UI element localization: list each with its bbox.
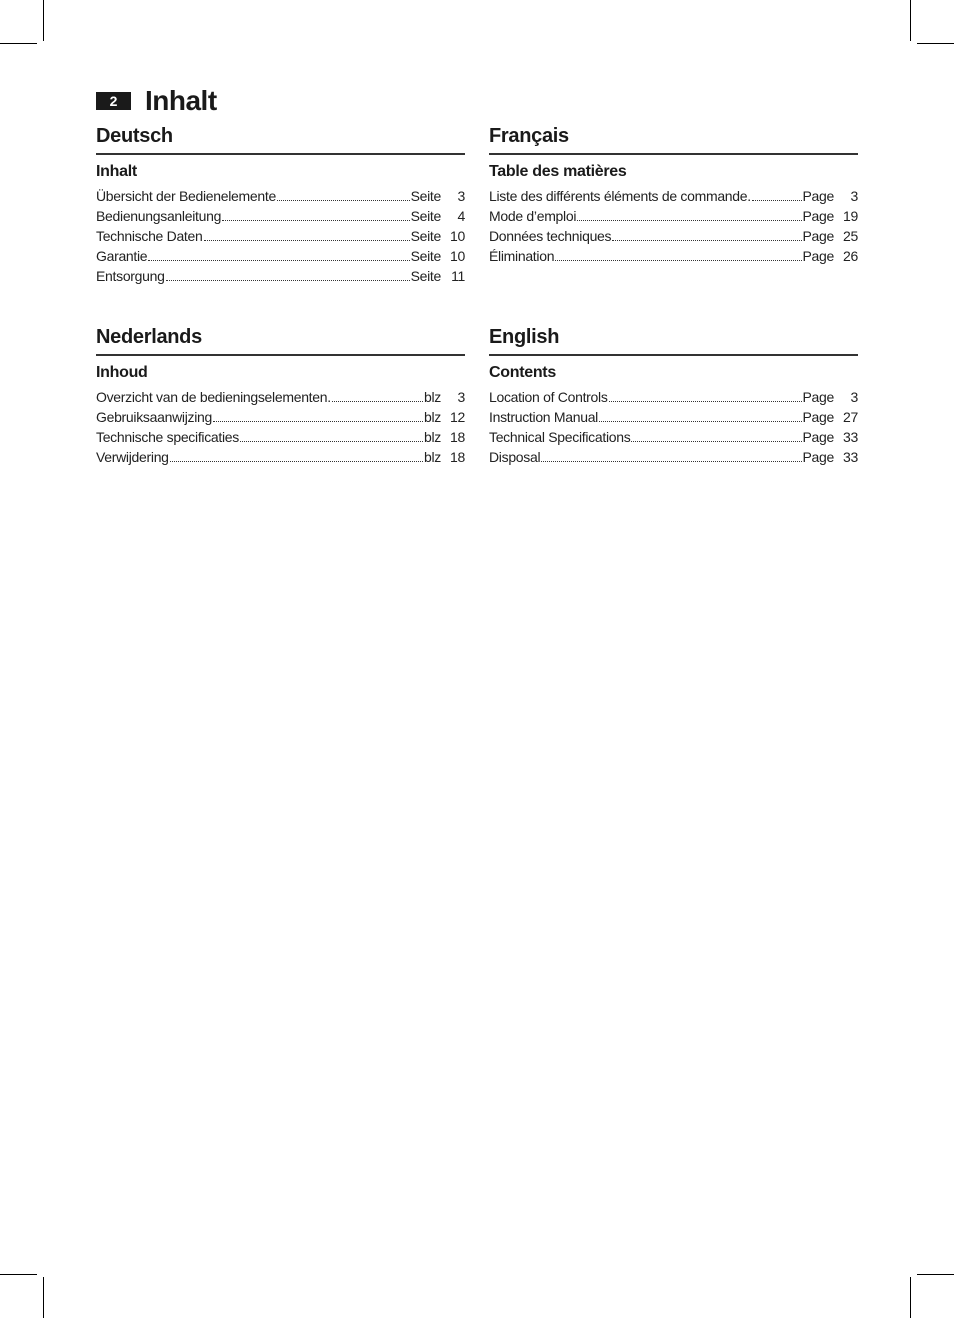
- section-language-title: Nederlands: [96, 325, 465, 356]
- toc-entry-unit: Seite: [410, 188, 441, 204]
- toc-entry-label: Élimination: [489, 248, 555, 264]
- toc-entry-page: 3: [850, 188, 858, 204]
- toc-entry-label: Technische specificaties: [96, 429, 239, 445]
- toc-entry[interactable]: [96, 447, 465, 467]
- toc-entry-page: 26: [843, 248, 858, 264]
- toc-entry-unit: blz: [424, 429, 441, 445]
- toc-entry-label: Données techniques: [489, 228, 612, 244]
- toc-entry[interactable]: [489, 246, 858, 266]
- section-subheading: Inhoud: [96, 364, 148, 381]
- dot-leader: [332, 401, 423, 402]
- toc-entry[interactable]: [489, 407, 858, 427]
- crop-mark-bottom-left-v: [43, 1277, 44, 1318]
- crop-mark-top-left-v: [43, 0, 44, 41]
- toc-entry-unit: Seite: [410, 248, 441, 264]
- toc-entry-page: 18: [450, 449, 465, 465]
- toc-entry-page: 25: [843, 228, 858, 244]
- toc-entry-page: 4: [457, 208, 465, 224]
- toc-entry-page: 12: [450, 409, 465, 425]
- toc-entry-unit: Page: [802, 389, 834, 405]
- dot-leader: [166, 280, 410, 281]
- toc-entry[interactable]: [96, 387, 465, 407]
- toc-entry-page: 33: [843, 429, 858, 445]
- toc-entry[interactable]: [96, 206, 465, 226]
- section-francais: [489, 124, 858, 266]
- toc-entry-page: 3: [850, 389, 858, 405]
- toc-entry-label: Bedienungsanleitung: [96, 208, 222, 224]
- toc-entry-unit: Page: [802, 228, 834, 244]
- section-language-title: Deutsch: [96, 124, 465, 155]
- dot-leader: [213, 421, 423, 422]
- page-title: Inhalt: [145, 85, 217, 116]
- toc-entry-label: Verwijdering: [96, 449, 169, 465]
- section-deutsch: [96, 124, 465, 286]
- toc-entry-label: Technical Specifications: [489, 429, 631, 445]
- toc-entry-unit: Page: [802, 429, 834, 445]
- toc-list: [96, 186, 465, 286]
- dot-leader: [148, 260, 409, 261]
- toc-entry[interactable]: [489, 387, 858, 407]
- toc-entry-label: Overzicht van de bedieningselementen.: [96, 389, 331, 405]
- toc-entry-page: 10: [450, 248, 465, 264]
- toc-entry-label: Mode d’emploi: [489, 208, 577, 224]
- dot-leader: [612, 240, 801, 241]
- toc-entry-unit: blz: [424, 449, 441, 465]
- toc-entry-unit: Page: [802, 188, 834, 204]
- dot-leader: [609, 401, 802, 402]
- toc-list: [489, 186, 858, 266]
- toc-entry-unit: blz: [424, 409, 441, 425]
- toc-entry-unit: Page: [802, 248, 834, 264]
- dot-leader: [204, 240, 410, 241]
- toc-entry-unit: Page: [802, 449, 834, 465]
- crop-mark-bottom-right-v: [910, 1277, 911, 1318]
- toc-entry[interactable]: [489, 206, 858, 226]
- toc-entry[interactable]: [489, 186, 858, 206]
- dot-leader: [277, 200, 410, 201]
- dot-leader: [222, 220, 409, 221]
- toc-entry[interactable]: [489, 427, 858, 447]
- toc-entry-unit: Page: [802, 208, 834, 224]
- toc-entry-label: Location of Controls: [489, 389, 608, 405]
- toc-entry-page: 19: [843, 208, 858, 224]
- toc-entry-label: Übersicht der Bedienelemente: [96, 188, 276, 204]
- toc-entry-label: Gebruiksaanwijzing: [96, 409, 212, 425]
- toc-entry-label: Liste des différents éléments de commande.: [489, 188, 751, 204]
- toc-entry-label: Entsorgung: [96, 268, 165, 284]
- toc-entry-label: Garantie: [96, 248, 148, 264]
- section-language-title: English: [489, 325, 858, 356]
- dot-leader: [631, 441, 801, 442]
- toc-entry-unit: Seite: [410, 268, 441, 284]
- toc-entry[interactable]: [96, 246, 465, 266]
- toc-entry-label: Technische Daten: [96, 228, 203, 244]
- toc-entry-page: 18: [450, 429, 465, 445]
- toc-entry[interactable]: [489, 226, 858, 246]
- dot-leader: [577, 220, 801, 221]
- crop-mark-bottom-left-h: [0, 1274, 37, 1275]
- section-subheading: Table des matières: [489, 163, 627, 180]
- section-english: [489, 325, 858, 467]
- toc-list: [489, 387, 858, 467]
- toc-entry-page: 3: [457, 389, 465, 405]
- dot-leader: [541, 461, 801, 462]
- dot-leader: [599, 421, 802, 422]
- dot-leader: [555, 260, 801, 261]
- crop-mark-top-right-h: [917, 43, 954, 44]
- dot-leader: [752, 200, 802, 201]
- toc-entry-page: 33: [843, 449, 858, 465]
- toc-entry[interactable]: [96, 186, 465, 206]
- toc-entry[interactable]: [489, 447, 858, 467]
- section-language-title: Français: [489, 124, 858, 155]
- toc-entry[interactable]: [96, 266, 465, 286]
- crop-mark-bottom-right-h: [917, 1274, 954, 1275]
- toc-entry-page: 11: [451, 268, 465, 284]
- toc-entry-label: Disposal: [489, 449, 541, 465]
- page-header: [96, 84, 217, 118]
- toc-entry[interactable]: [96, 226, 465, 246]
- toc-entry-unit: blz: [424, 389, 441, 405]
- section-subheading: Contents: [489, 364, 556, 381]
- toc-list: [96, 387, 465, 467]
- section-nederlands: [96, 325, 465, 467]
- toc-entry-page: 27: [843, 409, 858, 425]
- toc-entry-unit: Seite: [410, 208, 441, 224]
- dot-leader: [170, 461, 423, 462]
- toc-entry-page: 3: [457, 188, 465, 204]
- toc-entry-page: 10: [450, 228, 465, 244]
- page-number-badge: 2: [96, 92, 131, 110]
- toc-entry[interactable]: [96, 407, 465, 427]
- crop-mark-top-right-v: [910, 0, 911, 41]
- dot-leader: [240, 441, 423, 442]
- toc-entry-label: Instruction Manual: [489, 409, 598, 425]
- toc-entry[interactable]: [96, 427, 465, 447]
- crop-mark-top-left-h: [0, 43, 37, 44]
- toc-entry-unit: Page: [802, 409, 834, 425]
- toc-entry-unit: Seite: [410, 228, 441, 244]
- section-subheading: Inhalt: [96, 163, 137, 180]
